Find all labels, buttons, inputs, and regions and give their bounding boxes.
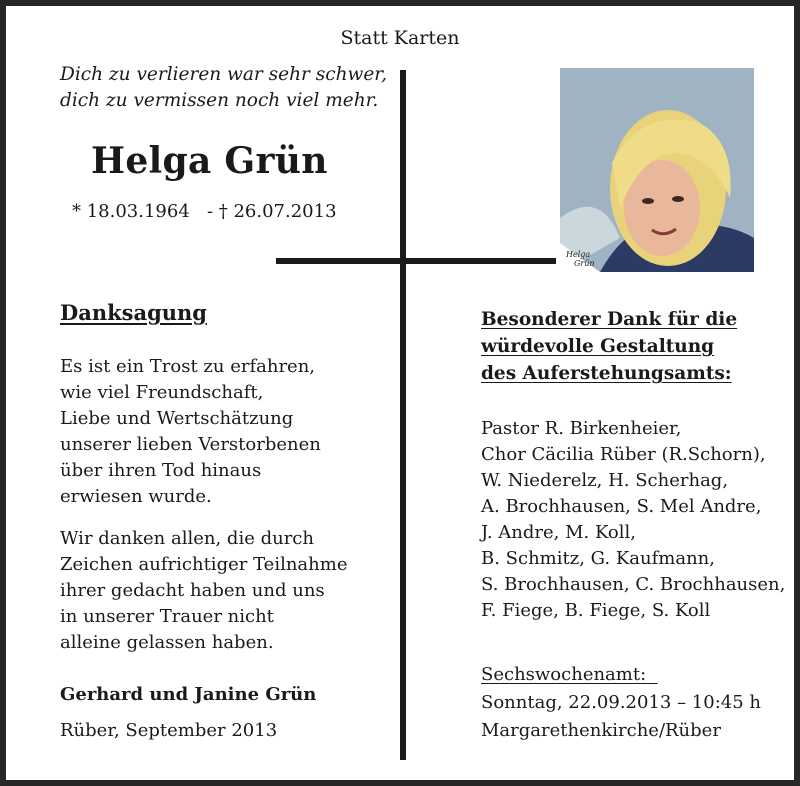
list-item: B. Schmitz, G. Kaufmann,	[481, 548, 715, 569]
list-item: J. Andre, M. Koll,	[481, 522, 636, 543]
sechswochenamt-label: Sechswochenamt:	[481, 664, 658, 685]
deceased-name: Helga Grün	[91, 140, 328, 182]
sechswochenamt-datetime: Sonntag, 22.09.2013 – 10:45 h	[481, 692, 761, 713]
text-line: Liebe und Wertschätzung	[60, 408, 294, 429]
thanks-list	[481, 416, 785, 624]
header-text: Statt Karten	[340, 27, 460, 49]
title-line: würdevolle Gestaltung	[481, 336, 715, 357]
thanks-paragraph-2	[60, 526, 347, 656]
life-dates: * 18.03.1964 - † 26.07.2013	[72, 201, 337, 222]
text-line: ihrer gedacht haben und uns	[60, 580, 325, 601]
list-item: S. Brochhausen, C. Brochhausen,	[481, 574, 786, 595]
signer-names: Gerhard und Janine Grün	[60, 684, 317, 705]
section-title-danksagung: Danksagung	[60, 300, 207, 325]
place-date: Rüber, September 2013	[60, 720, 278, 741]
text-line: über ihren Tod hinaus	[60, 460, 262, 481]
list-item: F. Fiege, B. Fiege, S. Koll	[481, 600, 711, 621]
memorial-quote	[60, 62, 387, 114]
cross-vertical-bar	[400, 70, 406, 760]
text-line: unserer lieben Verstorbenen	[60, 434, 321, 455]
text-line: erwiesen wurde.	[60, 486, 212, 507]
text-line: Zeichen aufrichtiger Teilnahme	[60, 554, 348, 575]
text-line: wie viel Freundschaft,	[60, 382, 264, 403]
portrait-photo	[560, 68, 754, 272]
thanks-paragraph-1	[60, 354, 321, 510]
title-line: des Auferstehungsamts:	[481, 363, 732, 384]
text-line: Wir danken allen, die durch	[60, 528, 314, 549]
list-item: Chor Cäcilia Rüber (R.Schorn),	[481, 444, 766, 465]
list-item: A. Brochhausen, S. Mel Andre,	[481, 496, 762, 517]
list-item: Pastor R. Birkenheier,	[481, 418, 682, 439]
quote-line: Dich zu verlieren war sehr schwer,	[60, 64, 387, 85]
special-thanks-title	[481, 306, 737, 387]
text-line: in unserer Trauer nicht	[60, 606, 274, 627]
text-line: alleine gelassen haben.	[60, 632, 274, 653]
text-line: Es ist ein Trost zu erfahren,	[60, 356, 316, 377]
title-line: Besonderer Dank für die	[481, 309, 738, 330]
photo-signature: Helga Grün	[566, 250, 595, 268]
portrait-image	[560, 68, 754, 272]
list-item: W. Niederelz, H. Scherhag,	[481, 470, 729, 491]
sechswochenamt-location: Margarethenkirche/Rüber	[481, 720, 721, 741]
cross-horizontal-bar	[276, 258, 556, 264]
quote-line: dich zu vermissen noch viel mehr.	[60, 90, 379, 111]
